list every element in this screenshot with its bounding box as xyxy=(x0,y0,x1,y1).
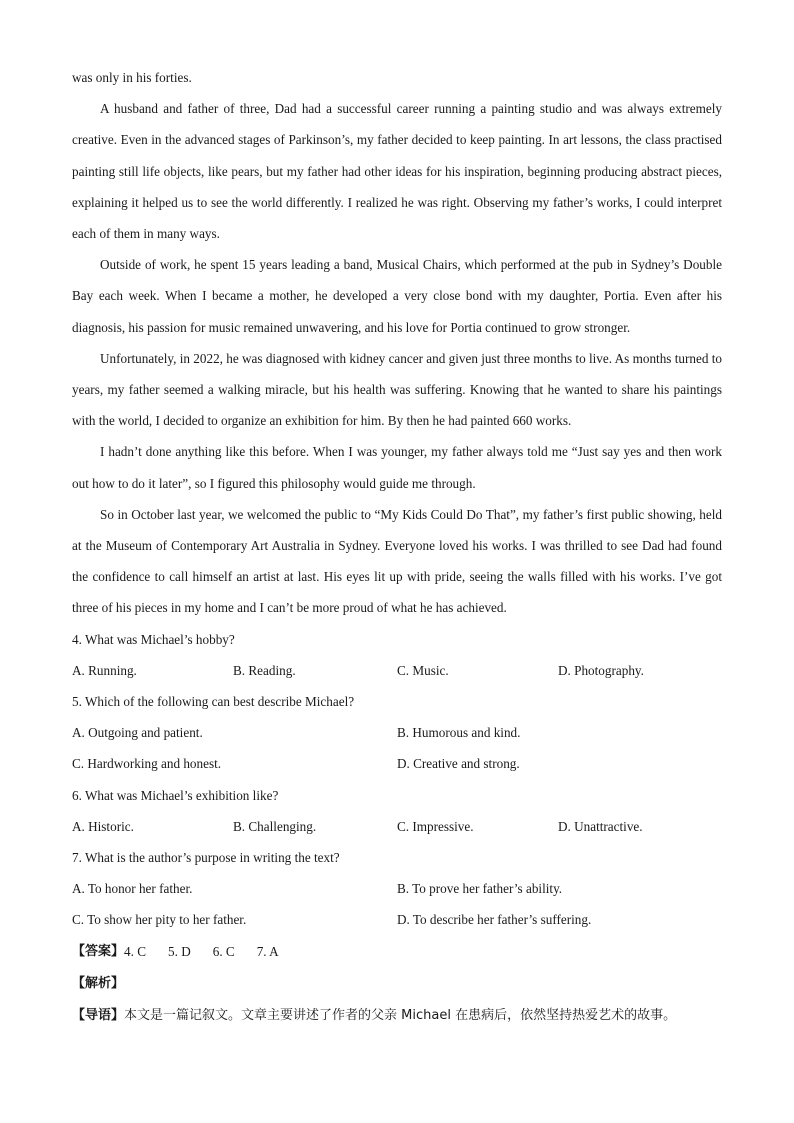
question-7 xyxy=(72,842,722,936)
option-a: A. To honor her father. xyxy=(72,881,193,897)
paragraph-3: Outside of work, he spent 15 years leading a band, Musical Chairs, which performed at the pub in Sydney’s Double Bay each week. When I became a mother, he developed a very close bond with my daughter, Portia. Even after his diagnosis, his passion for music remained unwavering, and his love for Portia continued to grow stronger. xyxy=(72,257,722,335)
answer-line xyxy=(72,936,722,967)
answer-7: 7. A xyxy=(256,943,279,959)
option-c: C. Impressive. xyxy=(397,818,474,834)
answer-5: 5. D xyxy=(168,943,191,959)
option-row xyxy=(72,748,722,779)
option-row xyxy=(72,904,722,935)
question-stem: 5. Which of the following can best describe Michael? xyxy=(72,694,355,710)
guide-text: 本文是一篇记叙文。文章主要讲述了作者的父亲 Michael 在患病后，依然坚持热爱艺术的故事。 xyxy=(124,1008,677,1024)
paragraph-2: A husband and father of three, Dad had a successful career running a painting studio and was always extremely creative. Even in the advanced stages of Parkinson’s, my father decided to keep painting. In art lessons, the class practised painting still life objects, like pears, but my father had other ideas for his inspiration, beginning producing abstract pieces, explaining it helped us to see the world differently. I realized he was right. Observing my father’s works, I could interpret each of them in many ways. xyxy=(72,101,722,242)
option-d: D. Unattractive. xyxy=(558,818,643,834)
document-page xyxy=(72,62,722,1031)
option-d: D. To describe her father’s suffering. xyxy=(397,912,592,928)
option-row xyxy=(72,717,722,748)
option-b: B. Humorous and kind. xyxy=(397,725,521,741)
question-stem: 6. What was Michael’s exhibition like? xyxy=(72,787,279,803)
option-b: B. Reading. xyxy=(233,662,296,678)
option-c: C. Music. xyxy=(397,662,449,678)
question-6 xyxy=(72,780,722,842)
option-d: D. Photography. xyxy=(558,662,644,678)
question-4 xyxy=(72,624,722,686)
option-row xyxy=(72,811,722,842)
question-5 xyxy=(72,686,722,780)
option-row xyxy=(72,873,722,904)
analysis-label: 【解析】 xyxy=(72,975,125,991)
option-b: B. To prove her father’s ability. xyxy=(397,881,563,897)
option-c: C. To show her pity to her father. xyxy=(72,912,247,928)
option-row xyxy=(72,655,722,686)
question-stem: 7. What is the author’s purpose in writing the text? xyxy=(72,850,340,866)
guide-label: 【导语】 xyxy=(72,1008,125,1024)
option-d: D. Creative and strong. xyxy=(397,756,520,772)
paragraph-5: I hadn’t done anything like this before. When I was younger, my father always told me “Just say yes and then work out how to do it later”, so I figured this philosophy would guide me through. xyxy=(72,444,722,491)
answer-6: 6. C xyxy=(212,943,235,959)
option-c: C. Hardworking and honest. xyxy=(72,756,222,772)
question-stem: 4. What was Michael’s hobby? xyxy=(72,631,235,647)
option-b: B. Challenging. xyxy=(233,818,317,834)
answer-4: 4. C xyxy=(124,943,146,959)
paragraph-1: was only in his forties. xyxy=(72,70,192,85)
option-a: A. Running. xyxy=(72,662,137,678)
option-a: A. Historic. xyxy=(72,818,134,834)
paragraph-4: Unfortunately, in 2022, he was diagnosed with kidney cancer and given just three months to live. As months turned to years, my father seemed a walking miracle, but his health was suffering. Knowing that he wanted to share his paintings with the world, I decided to organize an exhibition for him. By then he had painted 660 works. xyxy=(72,350,722,429)
paragraph-6: So in October last year, we welcomed the public to “My Kids Could Do That”, my father’s first public showing, held at the Museum of Contemporary Art Australia in Sydney. Everyone loved his works. I was thrilled to see Dad had found the confidence to call himself an artist at last. His eyes lit up with pride, seeing the walls filled with his works. I’ve got three of his pieces in my home and I can’t be more proud of what he has achieved. xyxy=(72,506,722,616)
guide-line xyxy=(72,999,722,1031)
analysis-heading xyxy=(72,967,722,999)
answer-label: 【答案】 xyxy=(72,943,125,959)
option-a: A. Outgoing and patient. xyxy=(72,725,203,741)
